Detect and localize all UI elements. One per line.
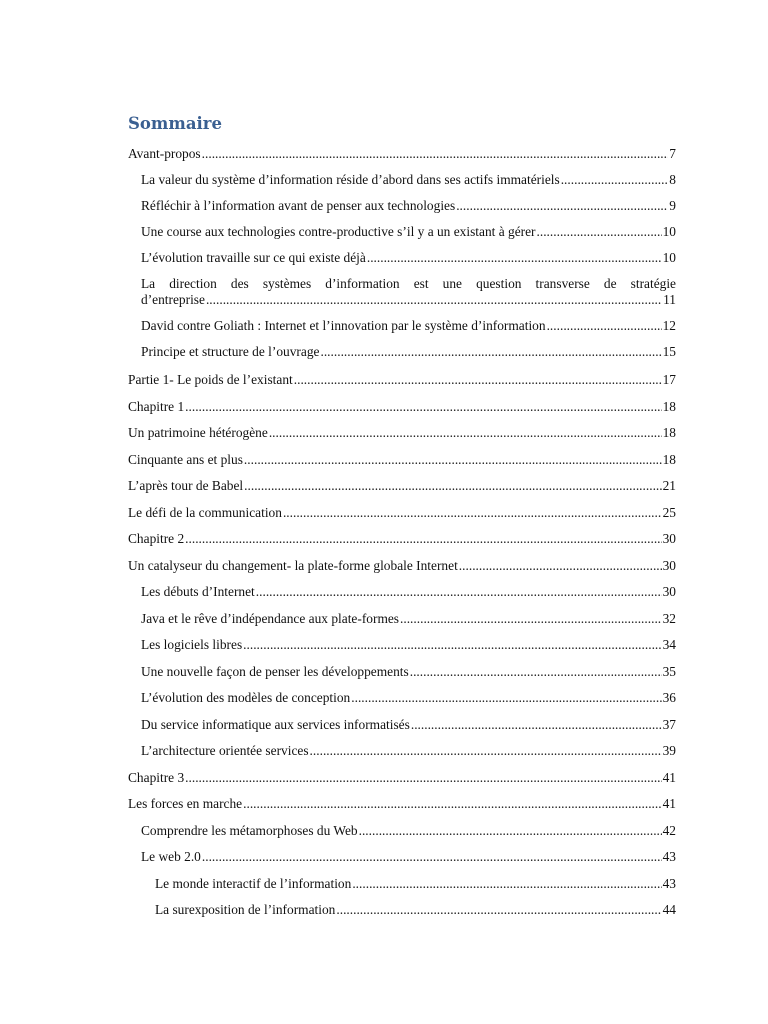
toc-entry[interactable] <box>128 770 676 786</box>
toc-leader-dots <box>185 531 661 547</box>
toc-entry-label: Chapitre 3 <box>128 770 185 785</box>
toc-entry-label: Les logiciels libres <box>141 637 243 652</box>
toc-entry-label: L’après tour de Babel <box>128 478 244 493</box>
toc-leader-dots <box>310 743 662 759</box>
toc-entry-label: Chapitre 1 <box>128 399 185 414</box>
toc-entry[interactable] <box>128 146 676 162</box>
toc-entry-label: Un patrimoine hétérogène <box>128 425 268 440</box>
toc-entry-page: 32 <box>662 611 676 626</box>
toc-leader-dots <box>359 823 662 839</box>
toc-entry[interactable] <box>141 849 676 865</box>
toc-entry-page: 43 <box>662 876 676 891</box>
toc-leader-dots <box>244 452 662 468</box>
toc-entry[interactable] <box>141 743 676 759</box>
toc-entry-label-continued: d’entreprise <box>141 292 205 307</box>
toc-entry-label: Java et le rêve d’indépendance aux plate-formes <box>141 611 400 626</box>
toc-entry[interactable] <box>128 531 676 547</box>
toc-leader-dots <box>561 172 669 188</box>
toc-entry-label: David contre Goliath : Internet et l’innovation par le système d’information <box>141 318 546 333</box>
toc-entry-label: Le web 2.0 <box>141 849 201 864</box>
toc-leader-dots <box>410 664 662 680</box>
toc-entry-page: 8 <box>669 172 676 187</box>
toc-entry-page: 41 <box>662 770 676 785</box>
toc-leader-dots <box>269 425 662 441</box>
toc-entry-page: 18 <box>662 425 676 440</box>
toc-entry[interactable] <box>141 198 676 214</box>
toc-entry-label: Cinquante ans et plus <box>128 452 243 467</box>
toc-entry-page: 10 <box>662 250 676 265</box>
toc-entry-label: Une nouvelle façon de penser les développements <box>141 664 409 679</box>
toc-entry[interactable] <box>141 690 676 706</box>
toc-leader-dots <box>206 292 662 308</box>
toc-entry-page: 34 <box>662 637 676 652</box>
toc-entry-label: La surexposition de l’information <box>155 902 336 917</box>
toc-entry-label: Avant-propos <box>128 146 201 161</box>
toc-entry-page: 35 <box>662 664 676 679</box>
toc-entry[interactable] <box>128 505 676 521</box>
toc-entry-page: 42 <box>662 823 676 838</box>
toc-entry-page: 9 <box>669 198 676 213</box>
toc-leader-dots <box>352 876 661 892</box>
toc-entry-page: 7 <box>669 146 676 161</box>
toc-leader-dots <box>411 717 662 733</box>
toc-entry-label: La direction des systèmes d’information est une question transverse de stratégie <box>141 276 676 291</box>
toc-entry[interactable] <box>141 584 676 600</box>
toc-entry[interactable] <box>155 876 676 892</box>
toc-entry[interactable] <box>128 452 676 468</box>
toc-leader-dots <box>320 344 661 360</box>
toc-leader-dots <box>367 250 662 266</box>
toc-entry-label: Une course aux technologies contre-productive s’il y a un existant à gérer <box>141 224 536 239</box>
toc-entry-page: 30 <box>662 531 676 546</box>
toc-entry-page: 25 <box>662 505 676 520</box>
toc-entry-page: 39 <box>662 743 676 758</box>
toc-leader-dots <box>283 505 662 521</box>
toc-entry-label: L’architecture orientée services <box>141 743 309 758</box>
toc-entry-label: Principe et structure de l’ouvrage <box>141 344 320 359</box>
toc-entry-page: 37 <box>662 717 676 732</box>
toc-entry-page: 12 <box>662 318 676 333</box>
toc-entry-label: Les débuts d’Internet <box>141 584 255 599</box>
toc-entry-label: La valeur du système d’information réside d’abord dans ses actifs immatériels <box>141 172 560 187</box>
toc-entry[interactable] <box>141 717 676 733</box>
toc-entry[interactable] <box>128 478 676 494</box>
toc-leader-dots <box>256 584 662 600</box>
toc-leader-dots <box>459 558 662 574</box>
toc-entry-page: 21 <box>662 478 676 493</box>
toc-leader-dots <box>537 224 662 240</box>
toc-entry-label: Comprendre les métamorphoses du Web <box>141 823 358 838</box>
toc-entry[interactable] <box>128 796 676 812</box>
toc-leader-dots <box>400 611 662 627</box>
toc-entry[interactable] <box>141 637 676 653</box>
toc-entry[interactable] <box>141 823 676 839</box>
toc-leader-dots <box>243 637 661 653</box>
toc-leader-dots <box>456 198 668 214</box>
toc-entry[interactable] <box>128 425 676 441</box>
toc-entry-label: Le monde interactif de l’information <box>155 876 352 891</box>
toc-entry[interactable] <box>128 558 676 574</box>
toc-entry-label: Partie 1- Le poids de l’existant <box>128 372 293 387</box>
toc-entry[interactable] <box>141 250 676 266</box>
toc-entry-page: 10 <box>662 224 676 239</box>
toc-leader-dots <box>202 849 662 865</box>
toc-entry-page: 41 <box>662 796 676 811</box>
toc-leader-dots <box>294 372 662 388</box>
toc-entry-label: L’évolution des modèles de conception <box>141 690 351 705</box>
toc-entry[interactable] <box>155 902 676 918</box>
toc-entry-page: 11 <box>663 292 676 307</box>
toc-entry[interactable] <box>141 344 676 360</box>
toc-entry[interactable] <box>141 664 676 680</box>
toc-leader-dots <box>351 690 661 706</box>
toc-leader-dots <box>336 902 661 918</box>
toc-entry-page: 18 <box>662 452 676 467</box>
toc-entry[interactable] <box>128 372 676 388</box>
toc-entry-label: L’évolution travaille sur ce qui existe déjà <box>141 250 366 265</box>
toc-leader-dots <box>243 796 661 812</box>
toc-entry-page: 15 <box>662 344 676 359</box>
toc-entry-page: 36 <box>662 690 676 705</box>
toc-leader-dots <box>185 399 661 415</box>
toc-entry[interactable] <box>141 224 676 240</box>
toc-leader-dots <box>547 318 662 334</box>
toc-entry-page: 17 <box>662 372 676 387</box>
toc-leader-dots <box>202 146 669 162</box>
toc-entry-page: 43 <box>662 849 676 864</box>
toc-entry-label: Réfléchir à l’information avant de penser aux technologies <box>141 198 456 213</box>
toc-entry-page: 44 <box>662 902 676 917</box>
toc-leader-dots <box>185 770 661 786</box>
toc-entry-label: Les forces en marche <box>128 796 243 811</box>
toc-leader-dots <box>244 478 661 494</box>
toc-entry[interactable] <box>141 172 676 188</box>
toc-entry[interactable] <box>141 318 676 334</box>
toc-entry-label: Le défi de la communication <box>128 505 282 520</box>
toc-title: Sommaire <box>128 114 222 133</box>
toc-entry[interactable] <box>141 611 676 627</box>
toc-entry[interactable] <box>128 399 676 415</box>
toc-entry-page: 18 <box>662 399 676 414</box>
toc-entry-page: 30 <box>662 584 676 599</box>
toc-entry[interactable] <box>141 276 676 308</box>
toc-entry-label: Du service informatique aux services informatisés <box>141 717 410 732</box>
toc-entry-page: 30 <box>662 558 676 573</box>
toc-entry-label: Chapitre 2 <box>128 531 185 546</box>
toc-entry-label: Un catalyseur du changement- la plate-forme globale Internet <box>128 558 458 573</box>
